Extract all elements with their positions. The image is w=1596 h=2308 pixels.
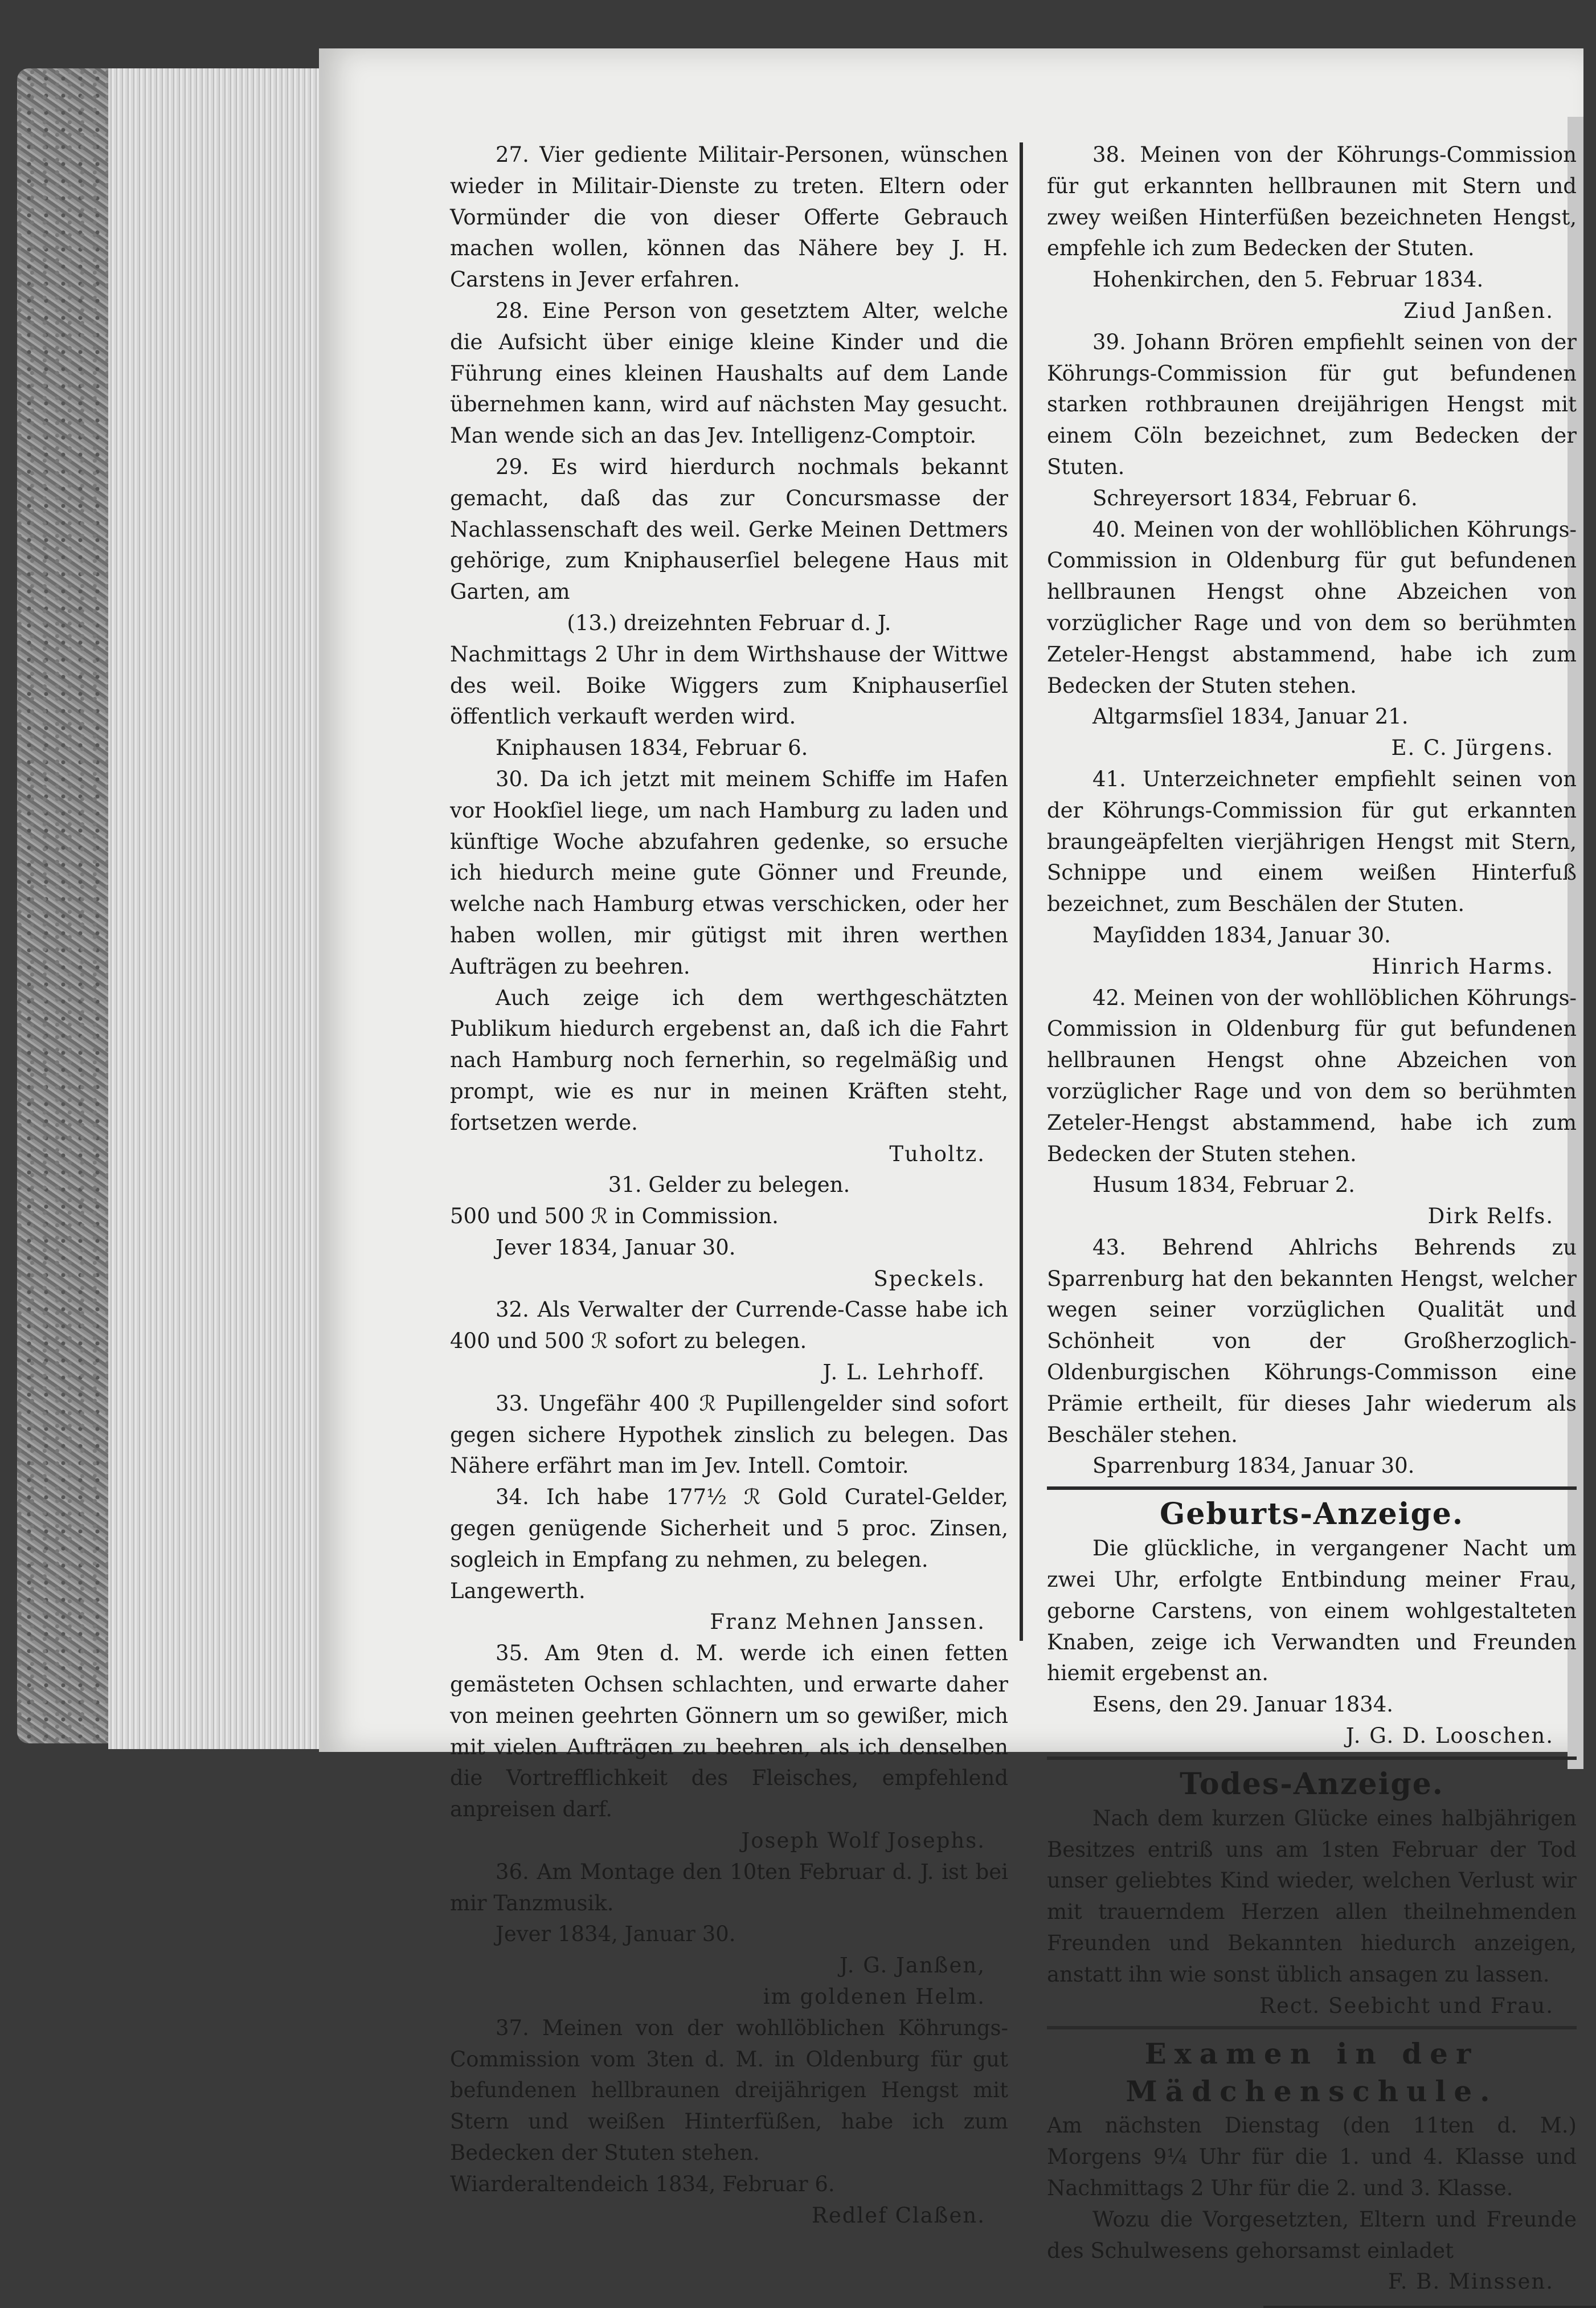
notice-paragraph: Die glückliche, in vergangener Nacht um zwei Uhr, erfolgte Entbindung meiner Frau, geborne Carstens, von einem wohlgestalteten Knaben, zeige ich Verwandten und Freunden hiemit ergebenst an.: [1047, 1536, 1577, 1686]
notice-text: Wiarderaltendeich 1834, Februar 6.: [450, 2171, 835, 2196]
place-date-line: Schreyersort 1834, Februar 6.: [1092, 485, 1418, 510]
notice-paragraph: 43. Behrend Ahlrichs Behrends zu Sparrenburg hat den bekannten Hengst, welcher wegen seiner vorzüglichen Qualität und Schönheit von der Großherzoglich-Oldenburgischen Köhrungs-Commisson eine Prämie ertheilt, für dieses Jahr wiederum als Beschäler stehen.: [1047, 1235, 1577, 1447]
notice-paragraph: 33. Ungefähr 400 ℛ Pupillengelder sind sofort gegen sichere Hypothek zinslich zu belegen. Das Nähere erfährt man im Jev. Intell. Comtoir.: [450, 1391, 1008, 1478]
signature: Rect. Seebicht und Frau.: [1259, 1993, 1554, 2018]
notice-paragraph: Nach dem kurzen Glücke eines halbjährigen Besitzes entriß uns am 1sten Februar der Tod unser geliebtes Kind wieder, welchen Verlust wir mit trauerndem Herzen allen theilnehmenden Freunden und Bekannten hiedurch anzeigen, anstatt ihn wie sonst üblich ansagen zu lassen.: [1047, 1805, 1577, 1987]
notice-paragraph: 40. Meinen von der wohllöblichen Köhrungs-Commission in Oldenburg für gut befundenen hellbraunen Hengst ohne Abzeichen von vorzüglicher Rage und von dem so berühmten Zeteler-Hengst abstammend, habe ich zum Bedecken der Stuten stehen.: [1047, 517, 1577, 698]
place-date-line: Altgarmsſiel 1834, Januar 21.: [1092, 704, 1409, 729]
notice-text: Am nächsten Dienstag (den 11ten d. M.) Morgens 9¼ Uhr für die 1. und 4. Klasse und Nachmittags 2 Uhr für die 2. und 3. Klasse.: [1047, 2113, 1577, 2201]
signature: Tuholtz.: [889, 1141, 985, 1166]
notice-paragraph: 36. Am Montage den 10ten Februar d. J. ist bei mir Tanzmusik.: [450, 1859, 1008, 1915]
notice-paragraph: 38. Meinen von der Köhrungs-Commission für gut erkannten hellbraunen mit Stern und zwey weißen Hinterfüßen bezeichneten Hengst, empfehle ich zum Bedecken der Stuten.: [1047, 142, 1577, 261]
notice-paragraph: 42. Meinen von der wohllöblichen Köhrungs-Commission in Oldenburg für gut befundenen hellbraunen Hengst ohne Abzeichen von vorzüglicher Rage und von dem so berühmten Zeteler-Hengst abstammend, habe ich zum Bedecken der Stuten stehen.: [1047, 985, 1577, 1166]
notice-paragraph: 28. Eine Person von gesetztem Alter, welche die Aufsicht über einige kleine Kinder und die Führung eines kleinen Haushalts auf dem Lande übernehmen kann, wird auf nächsten May gesucht. Man wende sich an das Jev. Intelligenz-Comptoir.: [450, 298, 1008, 448]
place-date-line: Husum 1834, Februar 2.: [1092, 1173, 1356, 1198]
signature: F. B. Minssen.: [1388, 2269, 1554, 2294]
section-heading: Todes-Anzeige.: [1180, 1766, 1444, 1802]
signature: Ziud Janßen.: [1403, 298, 1554, 323]
notice-paragraph: 30. Da ich jetzt mit meinem Schiffe im Hafen vor Hookſiel liege, um nach Hamburg zu laden und künftige Woche abzufahren gedenke, so ersuche ich hiedurch meine gute Gönner und Freunde, welche nach Hamburg etwas verschicken, oder her haben wollen, mir gütigst mit ihren werthen Aufträgen zu beehren.: [450, 766, 1008, 979]
section-heading: Examen in der Mädchenschule.: [1126, 2037, 1498, 2109]
section-rule: [1047, 1486, 1577, 1490]
book-cover-edge: [17, 68, 114, 1743]
notice-paragraph: Wozu die Vorgesetzten, Eltern und Freunde des Schulwesens gehorsamst einladet: [1047, 2207, 1577, 2263]
notice-paragraph: 27. Vier gediente Militair-Personen, wünschen wieder in Militair-Dienste zu treten. Eltern oder Vormünder die von dieser Offerte Gebrauch machen wollen, können das Nähere bey J. H. Carstens in Jever erfahren.: [450, 142, 1008, 292]
signature: J. G. Janßen,: [839, 1953, 985, 1978]
signature: im goldenen Helm.: [763, 1984, 985, 2009]
signature: Hinrich Harms.: [1372, 954, 1554, 979]
place-date-line: Jever 1834, Januar 30.: [496, 1235, 736, 1260]
closing-rule: [1263, 2306, 1596, 2308]
notice-paragraph: 37. Meinen von der wohllöblichen Köhrungs-Commission vom 3ten d. M. in Oldenburg für gut befundenen hellbraunen dreijährigen Hengst mit Stern und weißen Hinterfüßen, habe ich zum Bedecken der Stuten stehen.: [450, 2015, 1008, 2165]
notice-paragraph: 29. Es wird hierdurch nochmals bekannt gemacht, daß das zur Concursmasse der Nachlassenschaft des weil. Gerke Meinen Dettmers gehörige, zum Kniphauserſiel belegene Haus mit Garten, am: [450, 454, 1008, 604]
notice-paragraph: 41. Unterzeichneter empfiehlt seinen von der Köhrungs-Commission für gut erkannten braungeäpfelten vierjährigen Hengst mit Stern, Schnippe und einem weißen Hinterfuß bezeichnet, zum Beschälen der Stuten.: [1047, 766, 1577, 917]
signature: E. C. Jürgens.: [1391, 736, 1554, 761]
section-rule: [1047, 2026, 1577, 2029]
right-column: [1047, 140, 1577, 2308]
column-divider: [1020, 142, 1023, 1641]
place-date-line: Kniphausen 1834, Februar 6.: [496, 736, 808, 761]
notice-text: Langewerth.: [450, 1578, 586, 1603]
notice-paragraph: 34. Ich habe 177½ ℛ Gold Curatel-Gelder, gegen genügende Sicherheit und 5 proc. Zinsen, sogleich in Empfang zu nehmen, zu belegen.: [450, 1485, 1008, 1572]
signature: Redlef Claßen.: [811, 2203, 985, 2228]
place-date-line: Mayſidden 1834, Januar 30.: [1092, 922, 1391, 947]
signature: Joseph Wolf Josephs.: [741, 1828, 985, 1853]
place-date-line: Sparrenburg 1834, Januar 30.: [1092, 1453, 1415, 1478]
notice-centered-line: (13.) dreizehnten Februar d. J.: [567, 610, 891, 635]
place-date-line: Jever 1834, Januar 30.: [496, 1922, 736, 1947]
notice-paragraph: Auch zeige ich dem werthgeschätzten Publikum hiedurch ergebenst an, daß ich die Fahrt nach Hamburg noch fernerhin, so regelmäßig und prompt, wie es nur in meinen Kräften steht, fortsetzen werde.: [450, 985, 1008, 1135]
notice-paragraph: 35. Am 9ten d. M. werde ich einen fetten gemästeten Ochsen schlachten, und erwarte daher von meinen geehrten Gönnern um so gewißer, mich mit vielen Aufträgen zu beehren, als ich denselben die Vortrefflichkeit des Fleisches, empfehlend anpreisen darf.: [450, 1641, 1008, 1822]
section-rule: [1047, 1756, 1577, 1760]
signature: J. L. Lehrhoff.: [822, 1360, 985, 1385]
signature: Dirk Relfs.: [1427, 1204, 1554, 1229]
signature: Speckels.: [873, 1266, 985, 1291]
section-heading: Geburts-Anzeige.: [1160, 1497, 1464, 1532]
notice-centered-line: 31. Gelder zu belegen.: [608, 1173, 850, 1198]
signature: Franz Mehnen Janssen.: [710, 1610, 985, 1635]
notice-text: Nachmittags 2 Uhr in dem Wirthshause der Wittwe des weil. Boike Wiggers zum Kniphauserſiel öffentlich verkauft werden wird.: [450, 642, 1008, 729]
notice-text: 500 und 500 ℛ in Commission.: [450, 1204, 779, 1229]
place-date-line: Esens, den 29. Januar 1834.: [1092, 1692, 1393, 1717]
notice-paragraph: 32. Als Verwalter der Currende-Casse habe ich 400 und 500 ℛ sofort zu belegen.: [450, 1297, 1008, 1354]
page-edges: [108, 68, 325, 1749]
signature: J. G. D. Looschen.: [1345, 1723, 1554, 1749]
left-column: [450, 140, 1008, 2231]
notice-paragraph: 39. Johann Brören empfiehlt seinen von der Köhrungs-Commission für gut befundenen starken rothbraunen dreijährigen Hengst mit einem Cöln bezeichnet, zum Bedecken der Stuten.: [1047, 329, 1577, 479]
place-date-line: Hohenkirchen, den 5. Februar 1834.: [1092, 267, 1484, 292]
